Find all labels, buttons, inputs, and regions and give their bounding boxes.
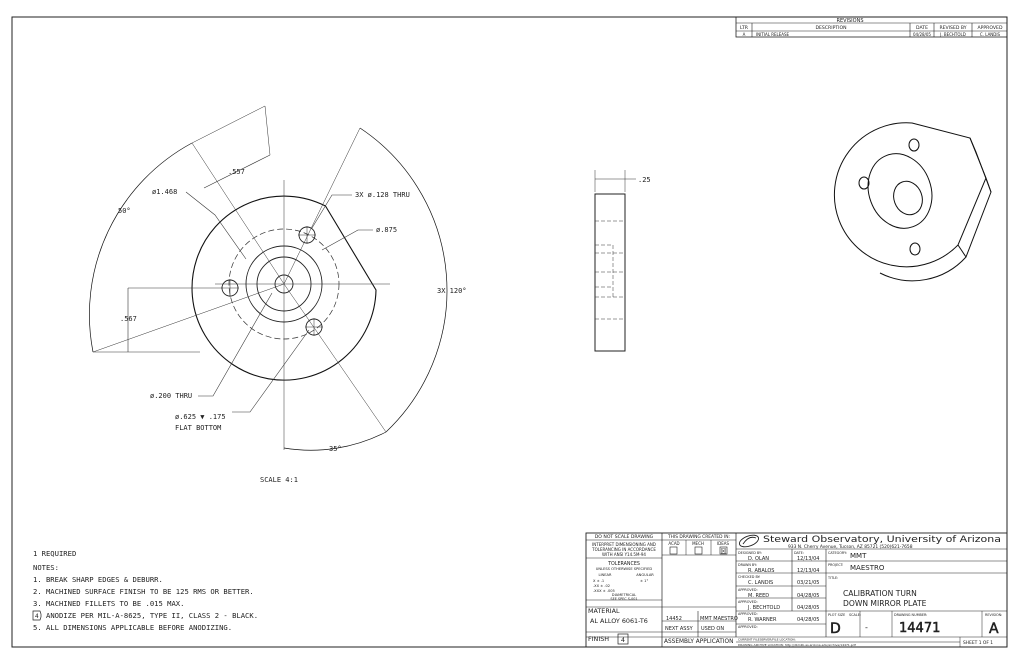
project-label: PROJECT: <box>828 563 844 567</box>
observatory-logo <box>738 533 760 549</box>
ideas-label: IDEAS <box>716 541 730 546</box>
dim-thickness: .25 <box>638 176 651 184</box>
sheet-number: SHEET 1 OF 1 <box>963 641 994 646</box>
scale-label: SCALE: <box>849 613 862 617</box>
dim-diameter-625-depth: ø.625 ▼ .175 <box>175 413 226 421</box>
tol-xx: .XX ± .02 <box>593 584 611 588</box>
dim-3x-120: 3X 120° <box>437 287 467 295</box>
approved2-date: 04/28/05 <box>797 605 820 611</box>
rev-header-ltr: LTR <box>740 26 748 31</box>
designed-date: 12/13/04 <box>797 556 820 562</box>
note-1: 1. BREAK SHARP EDGES & DEBURR. <box>33 575 163 584</box>
dim-diameter-875: ø.875 <box>376 226 398 234</box>
approved2-label: APPROVED: <box>738 600 758 604</box>
rev-header-approved: APPROVED <box>977 26 1003 31</box>
project-value: MAESTRO <box>850 564 885 572</box>
dim-3x-128-thru: 3X ø.128 THRU <box>355 191 410 199</box>
drawn-by-value: R. ABALOS <box>748 568 775 574</box>
acad-checkbox <box>670 547 677 554</box>
interpret-line-3: WITH ANSI Y14.5M-94 <box>602 552 646 557</box>
material-label: MATERIAL <box>588 607 620 615</box>
assembly-number: 14452 <box>666 616 682 622</box>
dim-angle-50: 50° <box>118 207 131 215</box>
revision-value: A <box>989 621 999 637</box>
current-file-location: CURRENT FILESERVER/FILE LOCATION: <box>738 637 796 642</box>
assembly-application: ASSEMBLY APPLICATION <box>664 639 734 645</box>
finish-flag-number: 4 <box>620 636 626 644</box>
checked-date: 03/21/05 <box>797 580 820 586</box>
interpret-line-2: TOLERANCING IN ACCORDANCE <box>592 547 656 552</box>
revisions-table <box>736 17 1007 37</box>
note-5: 5. ALL DIMENSIONS APPLICABLE BEFORE ANODIZING. <box>33 623 233 632</box>
dim-flat-bottom: FLAT BOTTOM <box>175 424 222 432</box>
drawn-date: 12/13/04 <box>797 568 820 574</box>
checked-by-value: C. LANDIS <box>748 580 774 586</box>
tol-angular: ± 1° <box>640 579 649 583</box>
approved3-value: R. WARNER <box>748 617 777 623</box>
drawing-title-line-2: DOWN MIRROR PLATE <box>843 599 927 608</box>
tolerances-title: TOLERANCES <box>608 562 640 567</box>
angular-label: ANGULAR <box>636 573 654 577</box>
next-assy-label: NEXT ASSY <box>665 626 693 632</box>
diametrical: DIAMETRICAL <box>611 593 637 597</box>
side-view <box>595 170 651 351</box>
view-scale: SCALE 4:1 <box>260 476 298 484</box>
revision-label: REVISION: <box>985 613 1003 617</box>
isometric-view <box>834 123 991 281</box>
approved-label: APPROVED: <box>738 588 758 592</box>
dim-angle-35: 35° <box>329 445 342 453</box>
tol-xxx: .XXX ± .005 <box>593 589 615 593</box>
rev-row-revised-by: J. BECHTOLD <box>940 32 966 37</box>
plot-size-value: D <box>830 621 841 637</box>
rev-row-date: 04/28/05 <box>913 32 931 37</box>
ideas-check-mark: ☒ <box>720 547 727 556</box>
finish-label: FINISH <box>588 635 610 643</box>
organization-name: Steward Observatory, University of Arizona <box>763 534 1001 545</box>
approved2-value: J. BECHTOLD <box>748 605 781 611</box>
note-2: 2. MACHINED SURFACE FINISH TO BE 125 RMS OR BETTER. <box>33 587 254 596</box>
scale-value: - <box>865 623 868 632</box>
note-4-flag-number: 4 <box>35 613 39 620</box>
qty-required: 1 REQUIRED <box>33 549 77 558</box>
front-view <box>89 106 466 484</box>
material-value: AL ALLOY 6061-T6 <box>590 617 648 625</box>
approved-date: 04/28/05 <box>797 593 820 599</box>
drawing-number: 14471 <box>899 621 941 636</box>
approved4-label: APPROVED: <box>738 625 758 629</box>
notes-title: NOTES: <box>33 563 59 572</box>
approved3-date: 04/28/05 <box>797 617 820 623</box>
dim-567: .567 <box>120 315 137 323</box>
rev-header-description: DESCRIPTION <box>815 26 847 31</box>
interpret-line-1: INTERPRET DIMENSIONING AND <box>592 542 656 547</box>
category-label: CATEGORY: <box>828 551 847 555</box>
see-spec: SEE SPEC S-001 <box>610 597 638 601</box>
dim-diameter-200-thru: ø.200 THRU <box>150 392 193 400</box>
note-4: ANODIZE PER MIL-A-8625, TYPE II, CLASS 2 - BLACK. <box>46 611 259 620</box>
angle-arc-50 <box>89 143 192 352</box>
title-label: TITLE: <box>828 576 839 580</box>
tol-x: X ± .1 <box>593 579 605 583</box>
revisions-title: REVISIONS <box>836 18 864 24</box>
rev-row-description: INITIAL RELEASE <box>756 32 790 37</box>
dim-diameter-1468: ø1.468 <box>152 188 178 196</box>
designed-by-label: DESIGNED BY: <box>738 551 762 555</box>
used-on-value: MMT MAESTRO <box>700 616 738 622</box>
rev-header-date: DATE <box>916 26 928 31</box>
rev-row-ltr: A <box>742 32 746 37</box>
organization-address: 933 N. Cherry Avenue, Tucson, AZ 85721 (520)621-7658 <box>788 545 913 550</box>
mech-label: MECH <box>692 541 704 546</box>
approved-by-value: M. REED <box>748 593 770 599</box>
drawing-title-line-1: CALIBRATION TURN <box>843 589 917 598</box>
archive-location: DRAWING ARCHIVE LOCATION: http://dbmlib.as.arizona.edu/archive/14471.pdf <box>738 643 856 647</box>
rev-header-revised-by: REVISED BY <box>939 26 967 31</box>
unless-specified: UNLESS OTHERWISE SPECIFIED <box>595 567 653 571</box>
approved3-label: APPROVED: <box>738 612 758 616</box>
linear-label: LINEAR <box>598 573 612 577</box>
created-in: THIS DRAWING CREATED IN: <box>667 535 731 540</box>
dim-557: .557 <box>228 168 245 176</box>
acad-label: ACAD <box>668 541 680 546</box>
centerlines <box>93 128 390 450</box>
drawing-number-label: DRAWING NUMBER: <box>894 613 928 617</box>
notes-block <box>33 549 258 632</box>
checked-by-label: CHECKED BY: <box>738 575 761 579</box>
designed-by-value: D. OLAN <box>748 556 770 562</box>
category-value: MMT <box>850 552 867 560</box>
do-not-scale: DO NOT SCALE DRAWING <box>594 535 654 540</box>
note-3: 3. MACHINED FILLETS TO BE .015 MAX. <box>33 599 185 608</box>
mech-checkbox <box>695 547 702 554</box>
used-on-label: USED ON <box>701 626 725 632</box>
plot-size-label: PLOT SIZE <box>828 613 846 617</box>
title-block <box>586 533 1007 647</box>
drawn-by-label: DRAWN BY: <box>738 563 757 567</box>
angle-arc-120 <box>360 128 447 432</box>
rev-row-approved: C. LANDIS <box>979 32 1001 37</box>
date-label: DATE: <box>794 551 804 555</box>
